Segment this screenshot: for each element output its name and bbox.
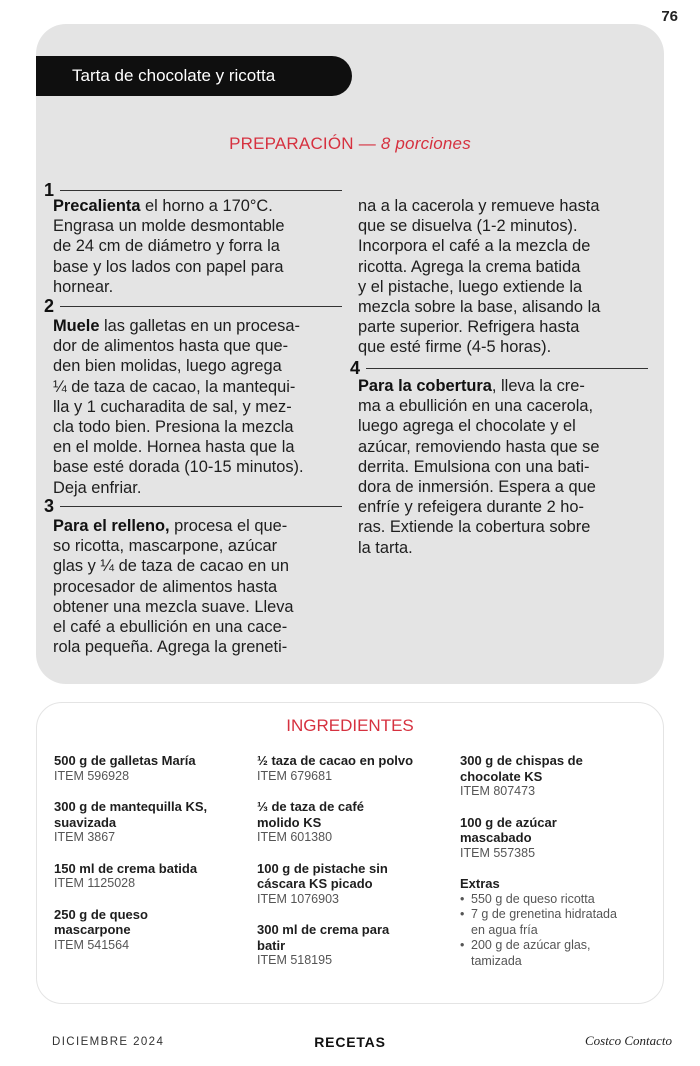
ingredient-name: 150 ml de crema batida — [54, 860, 198, 876]
ingredient-name: 300 g de chispas de chocolate KS — [460, 753, 583, 784]
ingredient-item — [257, 753, 447, 784]
step-2-line: las galletas en un procesa- — [99, 317, 300, 335]
step-2-line: base esté dorada (10-15 minutos). — [53, 458, 304, 477]
ingredient-item — [257, 799, 397, 846]
step-3-line: procesador de alimentos hasta — [53, 577, 278, 596]
ingredient-name: 300 g de mantequilla KS, suavizada — [54, 799, 208, 830]
step-3-text — [53, 516, 353, 657]
step-2-lead: Muele — [53, 317, 100, 335]
step-1-text — [53, 196, 353, 297]
step-3-line: obtener una mezcla suave. Lleva — [53, 597, 294, 616]
step-4-line: derrita. Emulsiona con una bati- — [358, 457, 590, 476]
extras-item: • 7 g de grenetina hidratada en agua fría — [460, 907, 626, 938]
ingredient-item-number: ITEM 1076903 — [257, 891, 339, 906]
ingredient-item-number: ITEM 3867 — [54, 830, 116, 844]
ingredient-item-number: ITEM 518195 — [257, 953, 333, 967]
preparation-panel — [36, 24, 664, 684]
step-3-lead: Para el relleno, — [53, 517, 170, 535]
extras-list — [460, 892, 640, 970]
step-3-number: 3 — [44, 496, 55, 516]
step-4-line: dora de inmersión. Espera a que — [358, 478, 596, 497]
ingredient-item-number: ITEM 557385 — [460, 845, 536, 860]
step-2-number: 2 — [44, 296, 55, 316]
ingredient-item — [54, 799, 244, 846]
step-3-line: el café a ebullición en una cace- — [53, 618, 288, 637]
ingredient-item — [54, 861, 244, 892]
step-3-cont-line: Incorpora el café a la mezcla de — [358, 237, 591, 256]
step-2-line: Deja enfriar. — [53, 478, 142, 497]
step-3-continuation — [358, 196, 658, 358]
step-4-line: luego agrega el chocolate y el — [358, 417, 576, 436]
step-4-line: azúcar, removiendo hasta que se — [358, 437, 600, 456]
ingredient-name: 100 g de pistache sin cáscara KS picado — [257, 860, 388, 891]
footer-section-title: RECETAS — [314, 1034, 386, 1050]
ingredients-panel — [36, 702, 664, 1004]
ingredient-item-number: ITEM 679681 — [257, 768, 333, 783]
ingredients-column-3 — [460, 753, 650, 969]
step-3-cont-line: ricotta. Agrega la crema batida — [358, 257, 581, 276]
step-4-text — [358, 376, 658, 558]
servings: 8 porciones — [380, 134, 471, 153]
ingredient-item-number: ITEM 1125028 — [54, 876, 136, 890]
ingredients-column-2 — [257, 753, 447, 984]
step-2-line: dor de alimentos hasta que que- — [53, 337, 289, 356]
step-3-divider — [60, 506, 342, 507]
step-4-lead: Para la cobertura — [358, 377, 492, 395]
preparation-heading — [36, 134, 664, 154]
step-2-divider — [60, 306, 342, 307]
ingredient-name: ½ taza de cacao en polvo — [257, 753, 414, 768]
step-2-line: cla todo bien. Presiona la mezcla — [53, 418, 294, 437]
ingredient-item-number: ITEM 807473 — [460, 784, 536, 798]
step-3-line: glas y ¼ de taza de cacao en un — [53, 557, 290, 576]
step-1-number: 1 — [44, 180, 55, 200]
step-3-line: so ricotta, mascarpone, azúcar — [53, 537, 278, 556]
step-1-line: base y los lados con papel para — [53, 257, 284, 276]
step-3-marker — [44, 496, 342, 518]
step-4-line: enfríe y refeigera durante 2 ho- — [358, 498, 584, 517]
ingredient-name: 300 ml de crema para batir — [257, 922, 390, 953]
step-3-cont-line: que se disuelva (1-2 minutos). — [358, 217, 578, 236]
step-2-line: ¼ de taza de cacao, la mantequi- — [53, 377, 296, 396]
ingredient-item-number: ITEM 541564 — [54, 937, 130, 952]
ingredient-item — [54, 753, 244, 784]
ingredient-item-number: ITEM 601380 — [257, 830, 333, 844]
step-3-cont-line: y el pistache, luego extiende la — [358, 277, 583, 296]
step-1-lead: Precalienta — [53, 197, 141, 215]
ingredient-item — [257, 861, 417, 908]
ingredient-name: 100 g de azúcar mascabado — [460, 814, 557, 845]
footer-date: DICIEMBRE 2024 — [52, 1036, 165, 1048]
ingredients-title: INGREDIENTES — [286, 716, 414, 735]
step-3-line: rola pequeña. Agrega la greneti- — [53, 638, 288, 657]
extras-title: Extras — [460, 876, 500, 891]
step-2-text — [53, 316, 353, 498]
ingredient-item — [257, 922, 397, 969]
step-1-line: de 24 cm de diámetro y forra la — [53, 237, 280, 256]
preparation-label: PREPARACIÓN — [229, 134, 354, 153]
step-3-cont-line: mezcla sobre la base, alisando la — [358, 298, 601, 317]
footer-brand-logo: Costco Contacto — [584, 1033, 672, 1048]
page-number: 76 — [661, 8, 678, 25]
step-1-divider — [60, 190, 342, 191]
step-2-line: en el molde. Hornea hasta que la — [53, 438, 295, 457]
step-1-line: Engrasa un molde desmontable — [53, 217, 285, 236]
step-2-line: den bien molidas, luego agrega — [53, 357, 282, 376]
step-4-number: 4 — [350, 358, 361, 378]
ingredient-item — [460, 753, 610, 800]
recipe-title: Tarta de chocolate y ricotta — [36, 56, 352, 96]
step-1-line: hornear. — [53, 277, 114, 296]
ingredient-item-number: ITEM 596928 — [54, 768, 130, 783]
step-3-cont-line: na a la cacerola y remueve hasta — [358, 197, 600, 215]
extras-block — [460, 876, 640, 969]
ingredient-name: 250 g de queso mascarpone — [54, 906, 148, 937]
ingredient-name: ⅓ de taza de café molido KS — [257, 799, 364, 830]
step-4-line: la tarta. — [358, 538, 413, 557]
step-2-line: lla y 1 cucharadita de sal, y mez- — [53, 397, 292, 416]
step-4-line: ma a ebullición en una cacerola, — [358, 397, 594, 416]
ingredient-name: 500 g de galletas María — [54, 753, 196, 768]
ingredients-column-1 — [54, 753, 244, 968]
step-4-line: , lleva la cre- — [491, 377, 585, 395]
step-3-cont-line: que esté firme (4-5 horas). — [358, 338, 552, 357]
extras-item: • 200 g de azúcar glas, tamizada — [460, 938, 626, 969]
extras-item: • 550 g de queso ricotta — [460, 892, 640, 908]
step-3-line: procesa el que- — [169, 517, 288, 535]
ingredient-item — [54, 907, 184, 954]
ingredient-item — [460, 815, 600, 862]
step-4-line: ras. Extiende la cobertura sobre — [358, 518, 591, 537]
step-2-marker — [44, 296, 342, 318]
heading-dash: — — [358, 134, 376, 153]
step-3-cont-line: parte superior. Refrigera hasta — [358, 318, 580, 337]
step-4-divider — [366, 368, 648, 369]
step-1-line: el horno a 170°C. — [140, 197, 273, 215]
